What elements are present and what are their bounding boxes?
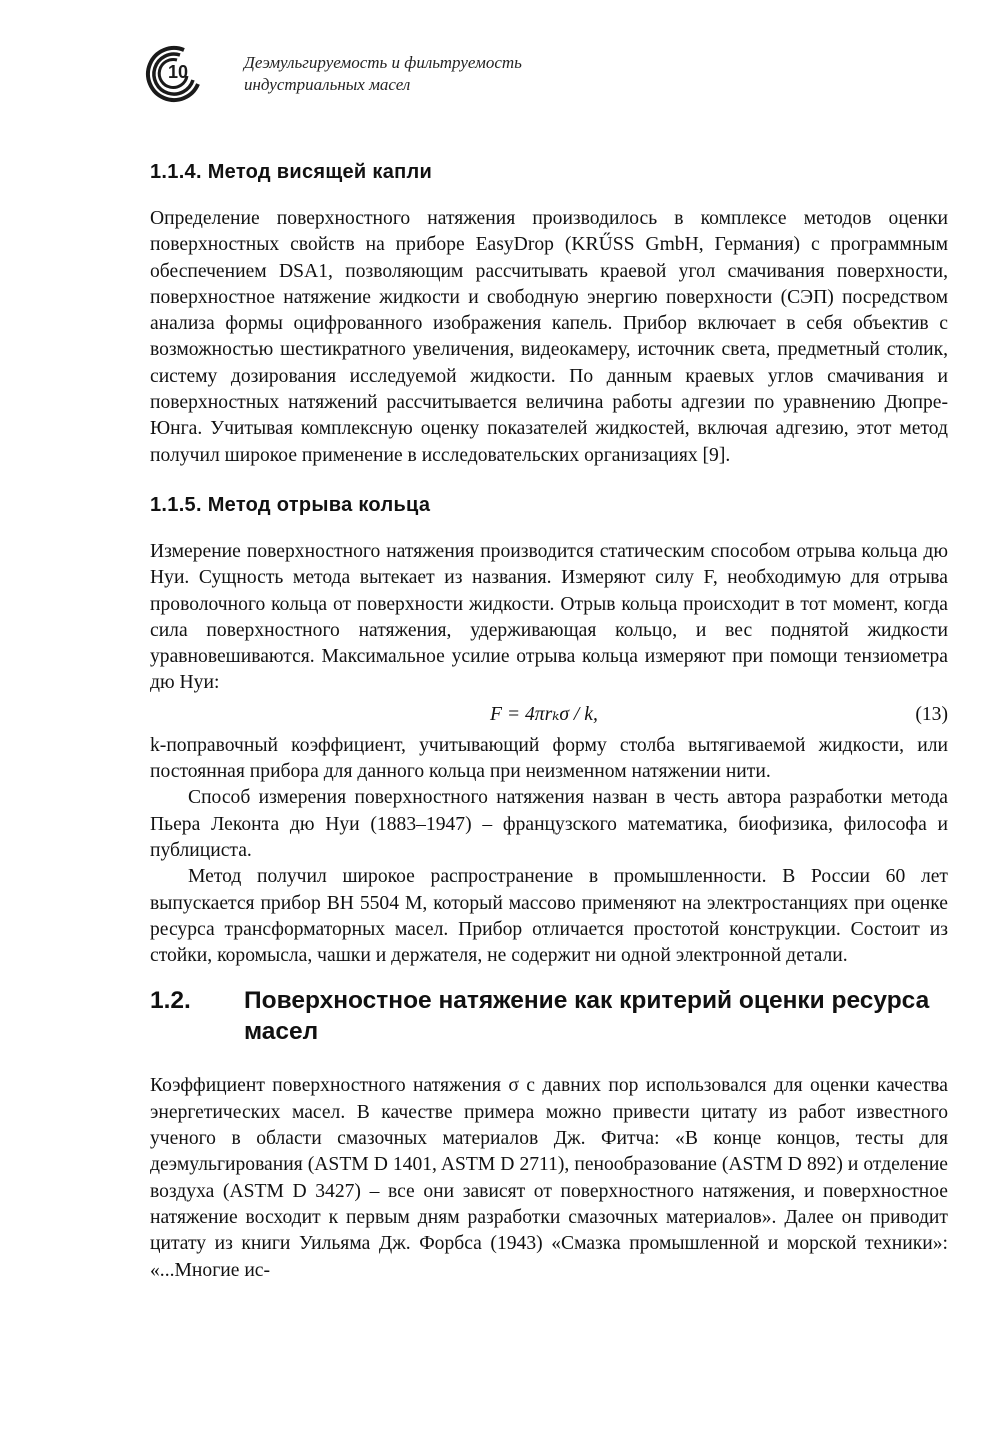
- section-title-12: Поверхностное натяжение как критерий оценки ресурса масел: [244, 987, 930, 1046]
- page-number: 10: [168, 62, 189, 82]
- paragraph-115-1: Измерение поверхностного натяжения производится статическим способом отрыва кольца дю Нуи. Сущность метода вытекает из названия. Измеряют силу F, необходимую для отрыва проволочного кольца от поверхности жидкости. Отрыв кольца происходит в тот момент, когда сила поверхностного натяжения, удерживающая кольцо, и вес поднятой жидкости уравновешиваются. Максимальное усилие отрыва кольца измеряют при помощи тензиометра дю Нуи:: [150, 540, 948, 694]
- running-title: [244, 52, 522, 96]
- section-heading-115: 1.1.5. Метод отрыва кольца: [150, 493, 431, 516]
- paragraph-115-3: Способ измерения поверхностного натяжения назван в честь автора разработки метода Пьера Леконта дю Нуи (1883–1947) – французского математика, биофизика, философа и публициста.: [150, 787, 948, 861]
- section-heading-114: 1.1.4. Метод висящей капли: [150, 161, 433, 183]
- page-header: [144, 42, 944, 112]
- paragraph-12: Коэффициент поверхностного натяжения σ с давних пор использовался для оценки качества энергетических масел. В качестве примера можно привести цитату из работ известного ученого в области смазочных материалов Дж. Фитча: «В конце концов, тесты для деэмульгирования (ASTM D 1401, ASTM D 2711), пенообразование (ASTM D 892) и отделение воздуха (ASTM D 3427) – все они зависят от поверхностного натяжения, и поверхностное натяжение восходит к первым дням разработки смазочных материалов». Далее он приводит цитату из книги Уильяма Дж. Форбса (1943) «Смазка промышленной и морской техники»: «...Многие ис-: [150, 1075, 948, 1281]
- paragraph-115-2: k-поправочный коэффициент, учитывающий форму столба вытягиваемой жидкости, или постоянная прибора для данного кольца при неизменном натяжении нити.: [150, 734, 948, 783]
- formula-13: [150, 697, 948, 733]
- section-number-12: 1.2.: [150, 987, 191, 1015]
- running-title-line1: Деэмульгируемость и фильтруемость: [244, 53, 522, 72]
- chapter-logo-icon: [144, 42, 206, 104]
- section-heading-12: [150, 985, 948, 1047]
- paragraph-114: Определение поверхностного натяжения производилось в комплексе методов оценки поверхностных свойств на приборе EasyDrop (KRŰSS GmbH, Германия) с программным обеспечением DSA1, позволяющим рассчитывать краевой угол смачивания поверхности, поверхностное натяжение жидкости и свободную энергию поверхности (СЭП) посредством анализа формы оцифрованного изображения капель. Прибор включает в себя объектив с возможностью шестикратного увеличения, видеокамеру, источник света, предметный столик, систему дозирования исследуемой жидкости. По данным краевых углов смачивания и поверхностных натяжений рассчитывается величина работы адгезии по уравнению Дюпре-Юнга. Учитывая комплексную оценку показателей жидкостей, включая адгезию, этот метод получил широкое применение в исследовательских организациях [9].: [150, 208, 948, 466]
- formula-expression: F = 4πrₖσ / k,: [490, 703, 598, 725]
- page-body: [150, 158, 948, 1284]
- formula-number: (13): [915, 703, 948, 725]
- running-title-line2: индустриальных масел: [244, 75, 411, 94]
- paragraph-115-4: Метод получил широкое распространение в промышленности. В России 60 лет выпускается прибор ВН 5504 М, который массово применяют на электростанциях при оценке ресурса трансформаторных масел. Прибор отличается простотой конструкции. Состоит из стойки, коромысла, чашки и держателя, не содержит ни одной электронной детали.: [150, 866, 948, 967]
